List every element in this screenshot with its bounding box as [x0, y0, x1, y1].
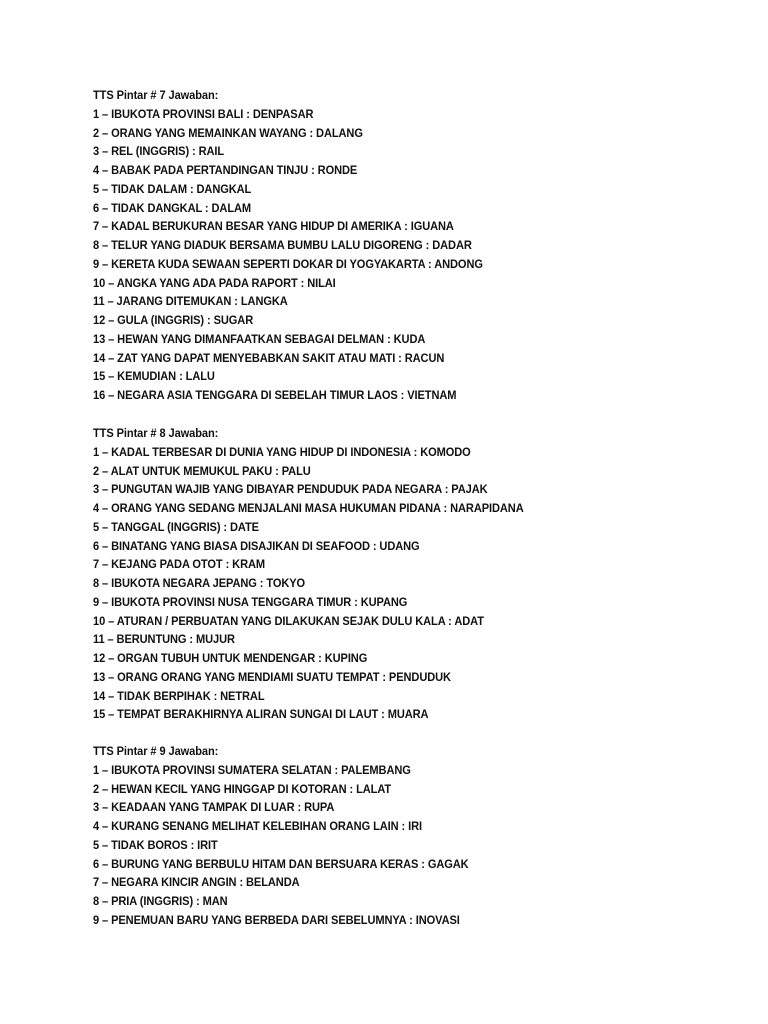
section-title: TTS Pintar # 8 Jawaban:	[93, 426, 219, 440]
answer-item: 14 – ZAT YANG DAPAT MENYEBABKAN SAKIT ATAU MATI : RACUN	[93, 350, 445, 365]
answer-item: 9 – IBUKOTA PROVINSI NUSA TENGGARA TIMUR : KUPANG	[93, 594, 408, 609]
section-tts-8	[93, 424, 571, 724]
answer-item: 6 – TIDAK DANGKAL : DALAM	[93, 200, 252, 215]
answer-item: 15 – KEMUDIAN : LALU	[93, 369, 215, 384]
section-title: TTS Pintar # 9 Jawaban:	[93, 744, 219, 758]
answer-item: 2 – HEWAN KECIL YANG HINGGAP DI KOTORAN : LALAT	[93, 781, 392, 796]
answer-item: 6 – BINATANG YANG BIASA DISAJIKAN DI SEAFOOD : UDANG	[93, 538, 420, 553]
answer-item: 1 – IBUKOTA PROVINSI SUMATERA SELATAN : PALEMBANG	[93, 762, 411, 777]
answer-item: 5 – TIDAK DALAM : DANGKAL	[93, 181, 252, 196]
answer-item: 9 – KERETA KUDA SEWAAN SEPERTI DOKAR DI YOGYAKARTA : ANDONG	[93, 256, 483, 271]
answer-item: 8 – IBUKOTA NEGARA JEPANG : TOKYO	[93, 576, 306, 590]
answer-item: 4 – BABAK PADA PERTANDINGAN TINJU : RONDE	[93, 163, 358, 177]
section-tts-9	[93, 742, 510, 930]
answer-item: 1 – KADAL TERBESAR DI DUNIA YANG HIDUP DI INDONESIA : KOMODO	[93, 444, 471, 459]
answer-item: 4 – KURANG SENANG MELIHAT KELEBIHAN ORANG LAIN : IRI	[93, 819, 422, 833]
answer-item: 2 – ORANG YANG MEMAINKAN WAYANG : DALANG	[93, 125, 363, 140]
answer-item: 7 – NEGARA KINCIR ANGIN : BELANDA	[93, 875, 300, 890]
answer-item: 16 – NEGARA ASIA TENGGARA DI SEBELAH TIMUR LAOS : VIETNAM	[93, 388, 457, 402]
answer-item: 11 – JARANG DITEMUKAN : LANGKA	[93, 294, 288, 309]
answer-item: 5 – TIDAK BOROS : IRIT	[93, 837, 218, 852]
section-title: TTS Pintar # 7 Jawaban:	[93, 88, 219, 102]
answer-item: 4 – ORANG YANG SEDANG MENJALANI MASA HUKUMAN PIDANA : NARAPIDANA	[93, 501, 524, 515]
answer-item: 2 – ALAT UNTUK MEMUKUL PAKU : PALU	[93, 463, 311, 478]
answer-item: 12 – ORGAN TUBUH UNTUK MENDENGAR : KUPING	[93, 651, 368, 665]
answer-item: 11 – BERUNTUNG : MUJUR	[93, 632, 235, 647]
answer-item: 9 – PENEMUAN BARU YANG BERBEDA DARI SEBELUMNYA : INOVASI	[93, 912, 460, 927]
answer-item: 7 – KEJANG PADA OTOT : KRAM	[93, 557, 265, 572]
answer-item: 8 – PRIA (INGGRIS) : MAN	[93, 894, 228, 908]
answer-item: 6 – BURUNG YANG BERBULU HITAM DAN BERSUARA KERAS : GAGAK	[93, 856, 469, 871]
answer-item: 5 – TANGGAL (INGGRIS) : DATE	[93, 519, 259, 534]
answer-item: 10 – ATURAN / PERBUATAN YANG DILAKUKAN SEJAK DULU KALA : ADAT	[93, 613, 484, 628]
answer-item: 7 – KADAL BERUKURAN BESAR YANG HIDUP DI AMERIKA : IGUANA	[93, 219, 454, 234]
answer-item: 13 – ORANG ORANG YANG MENDIAMI SUATU TEMPAT : PENDUDUK	[93, 669, 451, 684]
answer-item: 12 – GULA (INGGRIS) : SUGAR	[93, 313, 254, 327]
answer-item: 3 – REL (INGGRIS) : RAIL	[93, 144, 225, 159]
answer-item: 1 – IBUKOTA PROVINSI BALI : DENPASAR	[93, 106, 314, 121]
answer-item: 13 – HEWAN YANG DIMANFAATKAN SEBAGAI DELMAN : KUDA	[93, 331, 426, 346]
answer-item: 15 – TEMPAT BERAKHIRNYA ALIRAN SUNGAI DI LAUT : MUARA	[93, 707, 429, 722]
answer-item: 14 – TIDAK BERPIHAK : NETRAL	[93, 688, 265, 703]
answer-item: 8 – TELUR YANG DIADUK BERSAMA BUMBU LALU DIGORENG : DADAR	[93, 238, 472, 252]
answer-item: 10 – ANGKA YANG ADA PADA RAPORT : NILAI	[93, 275, 336, 290]
answer-item: 3 – KEADAAN YANG TAMPAK DI LUAR : RUPA	[93, 800, 335, 815]
section-tts-7	[93, 86, 526, 405]
answer-item: 3 – PUNGUTAN WAJIB YANG DIBAYAR PENDUDUK PADA NEGARA : PAJAK	[93, 482, 488, 497]
